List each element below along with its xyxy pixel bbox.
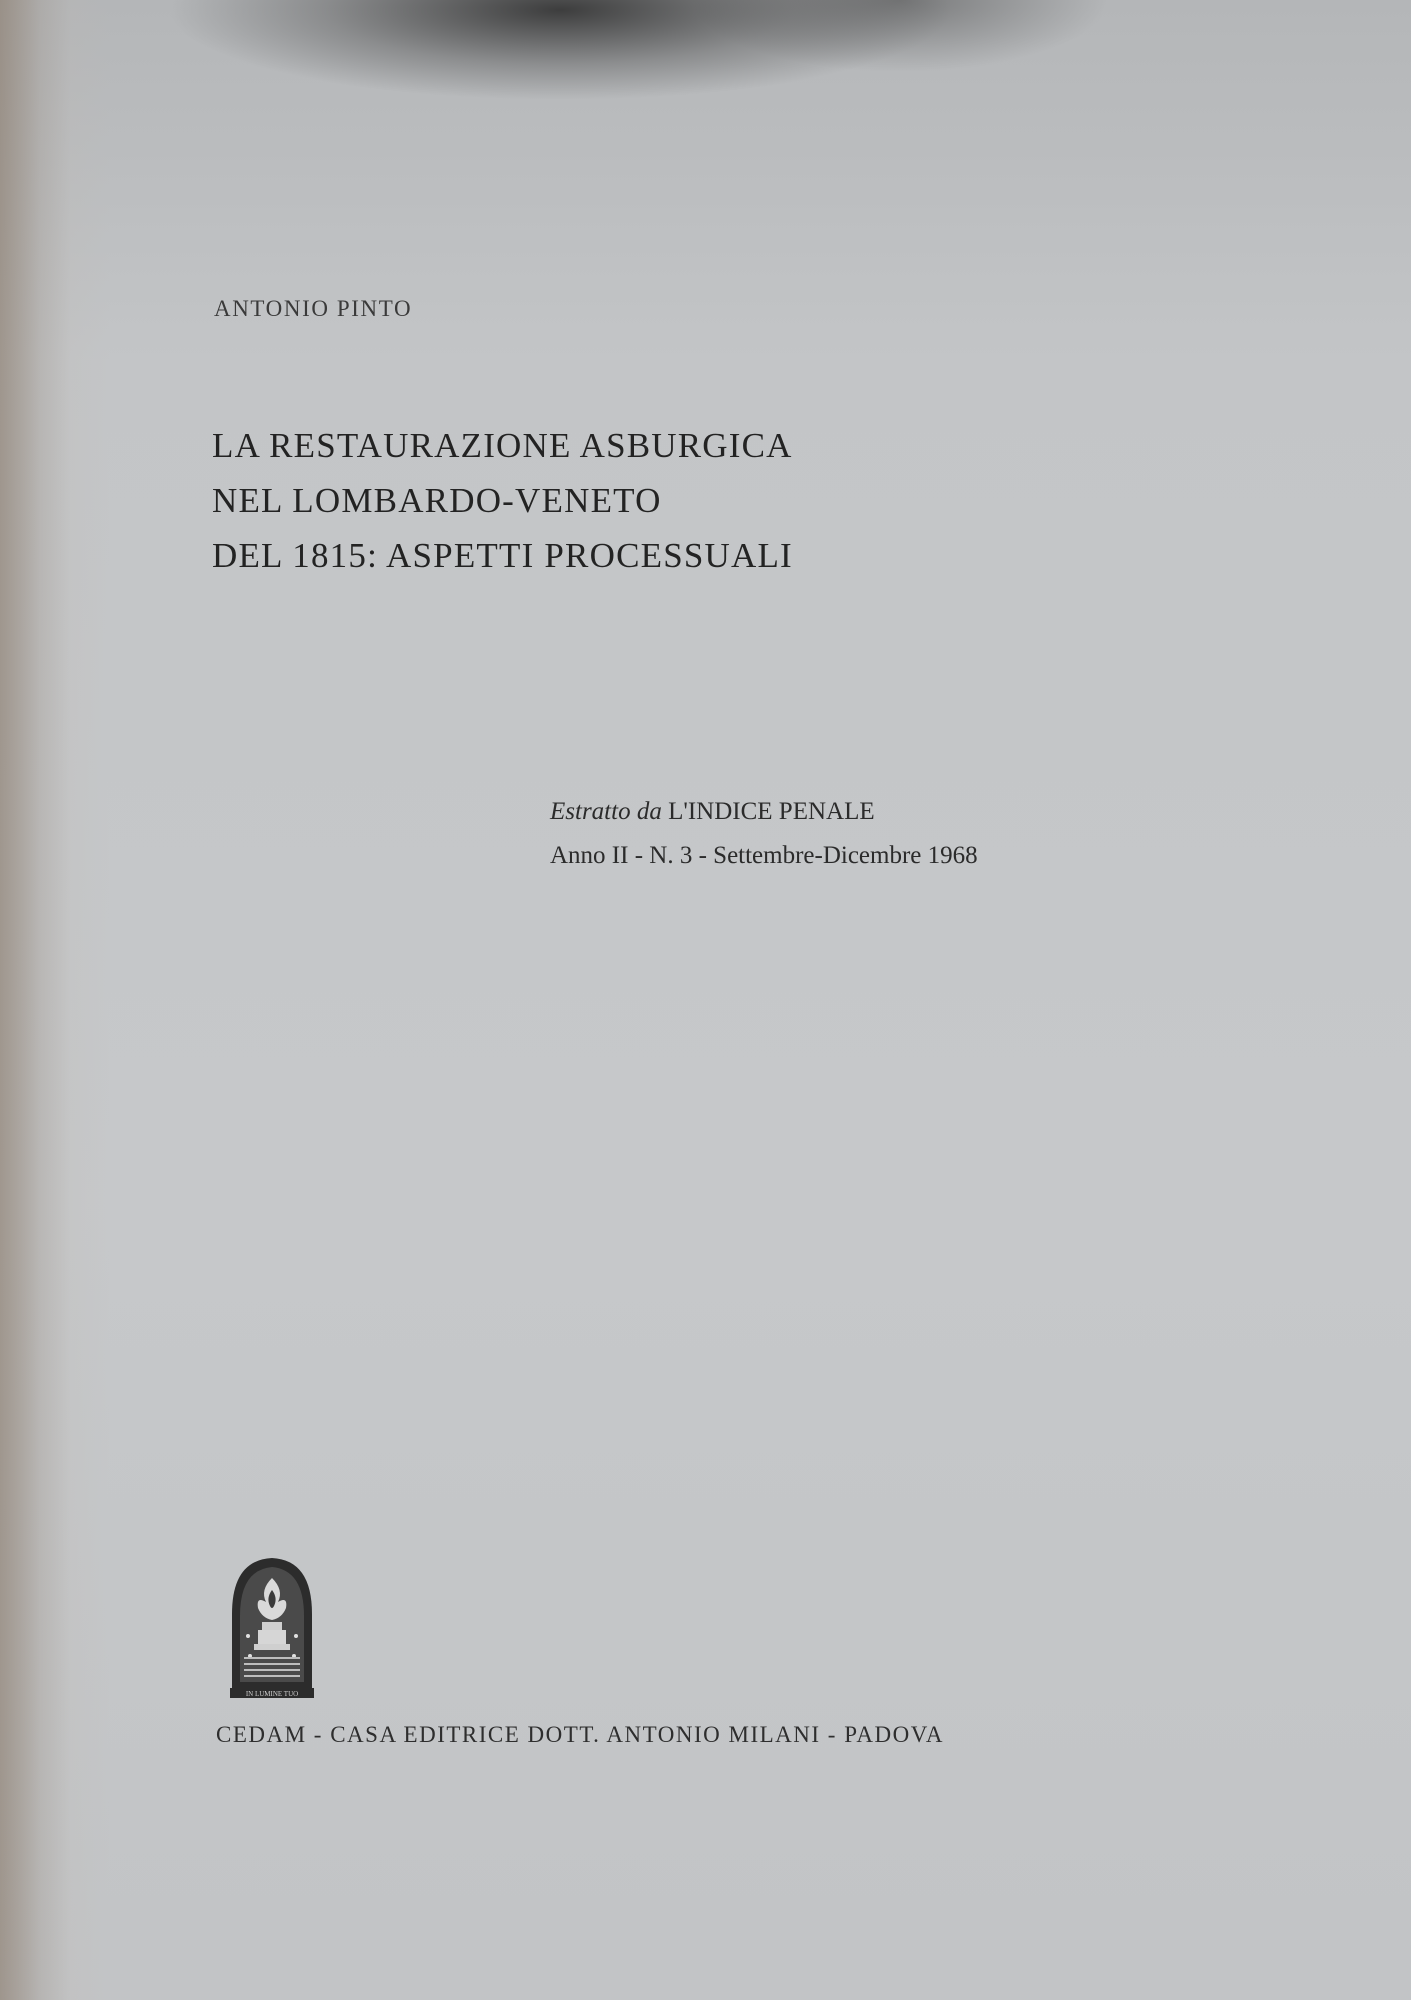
issue-line: Anno II - N. 3 - Settembre-Dicembre 1968 <box>550 842 978 869</box>
title-line-3: DEL 1815: ASPETTI PROCESSUALI <box>212 536 793 575</box>
document-title <box>212 418 793 583</box>
author-name: ANTONIO PINTO <box>214 296 413 321</box>
page-edge-shadow <box>0 0 70 2000</box>
title-line-2: NEL LOMBARDO-VENETO <box>212 481 662 520</box>
title-line-1: LA RESTAURAZIONE ASBURGICA <box>212 426 793 465</box>
journal-name: L'INDICE PENALE <box>668 798 875 825</box>
logo-motto: IN LUMINE TUO <box>245 1690 299 1698</box>
publisher-line: CEDAM - CASA EDITRICE DOTT. ANTONIO MILANI - PADOVA <box>216 1722 944 1747</box>
extract-source-line <box>550 790 978 834</box>
cedam-emblem-icon <box>226 1552 318 1700</box>
extract-prefix: Estratto da <box>550 798 662 825</box>
extract-note <box>550 790 978 878</box>
